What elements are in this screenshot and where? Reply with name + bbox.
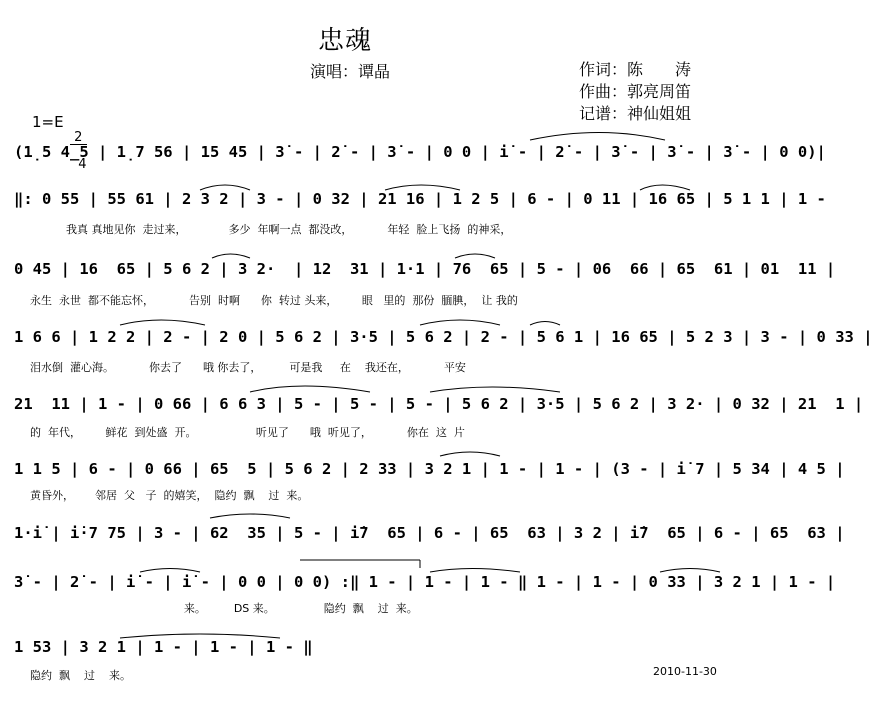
- lyric-line-4: 泪水倒 灌心海。 你去了 哦 你去了， 可是我 在 我还在， 平安: [30, 361, 466, 374]
- time-signature-bottom: 4: [78, 157, 87, 172]
- score-line-5: 21 11 | 1 - | 0 66 | 6 6 3 | 5 - | 5 - | 5 - | 5 6 2 | 3·5 | 5 6 2 | 3 2· | 0 32 | 21 1 |: [14, 395, 864, 413]
- lyric-line-8: 来。 DS 来。 隐约 飘 过 来。: [30, 602, 418, 615]
- lyricist-credit: 作词：陈 涛: [579, 60, 692, 79]
- score-line-4: 1 6 6 | 1 2 2 | 2 - | 2 0 | 5 6 2 | 3·5 | 5 6 2 | 2 - | 5 6 1 | 16 65 | 5 2 3 | 3 - | 0 33 |: [14, 328, 873, 346]
- score-line-1: (1̣5 4̲5 | 1̣7 56 | 15 45 | 3̇ - | 2̇ - | 3̇ - | 0 0 | i̇ - | 2̇ - | 3̇ - | 3̇ - | 3̇ - | 0 0)|: [14, 143, 826, 161]
- key-signature: 1=E: [32, 113, 64, 131]
- score-line-9: 1 53 | 3 2 1 | 1 - | 1 - | 1 - ‖: [14, 638, 313, 656]
- singer-credit: 演唱：谭晶: [310, 62, 391, 81]
- score-line-8: 3̇ - | 2̇ - | i̇ - | i̇ - | 0 0 | 0 0) :‖ 1 - | 1 - | 1 - ‖ 1 - | 1 - | 0 33 | 3 2 1 | 1 - |: [14, 573, 836, 591]
- score-line-3: 0 45 | 16 65 | 5 6 2 | 3 2· | 12 31 | 1·1 | 76 65 | 5 - | 06 66 | 65 61 | 01 11 |: [14, 260, 836, 278]
- lyric-line-2: 我真 真地见你 走过来， 多少 年啊一点 都没改， 年轻 脸上飞扬 的神采，: [66, 223, 512, 236]
- song-title: 忠魂: [318, 26, 373, 56]
- score-line-2: ‖: 0 55 | 55 61 | 2 3 2 | 3 - | 0 32 | 21 16 | 1 2 5 | 6 - | 0 11 | 16 65 | 5 1 1 | 1 -: [14, 190, 826, 208]
- score-line-7: 1·i̇ | i̇·7 75 | 3 - | 62 35 | 5 - | i̇7 65 | 6 - | 65 63 | 3 2 | i̇7 65 | 6 - | 65 63 |: [14, 524, 845, 542]
- time-signature-top: 2: [70, 131, 87, 145]
- lyric-line-6: 黄昏外， 邻居 父 子 的嬉笑， 隐约 飘 过 来。: [30, 489, 309, 502]
- lyric-line-5: 的 年代， 鲜花 到处盛 开。 听见了 哦 听见了， 你在 这 片: [30, 426, 465, 439]
- composer-credit: 作曲：郭亮周笛: [579, 82, 692, 101]
- notation-credit: 记谱：神仙姐姐: [579, 104, 692, 123]
- lyric-line-9: 隐约 飘 过 来。: [30, 669, 131, 682]
- score-line-6: 1 1 5 | 6 - | 0 66 | 65 5 | 5 6 2 | 2 33 | 3 2 1 | 1 - | 1 - | (3 - | i̇ 7 | 5 34 | 4 5 |: [14, 460, 845, 478]
- lyric-line-3: 永生 永世 都不能忘怀， 告别 时啊 你 转过 头来， 眼 里的 那份 腼腆， 让 我的: [30, 294, 518, 307]
- date-stamp: 2010-11-30: [653, 665, 717, 678]
